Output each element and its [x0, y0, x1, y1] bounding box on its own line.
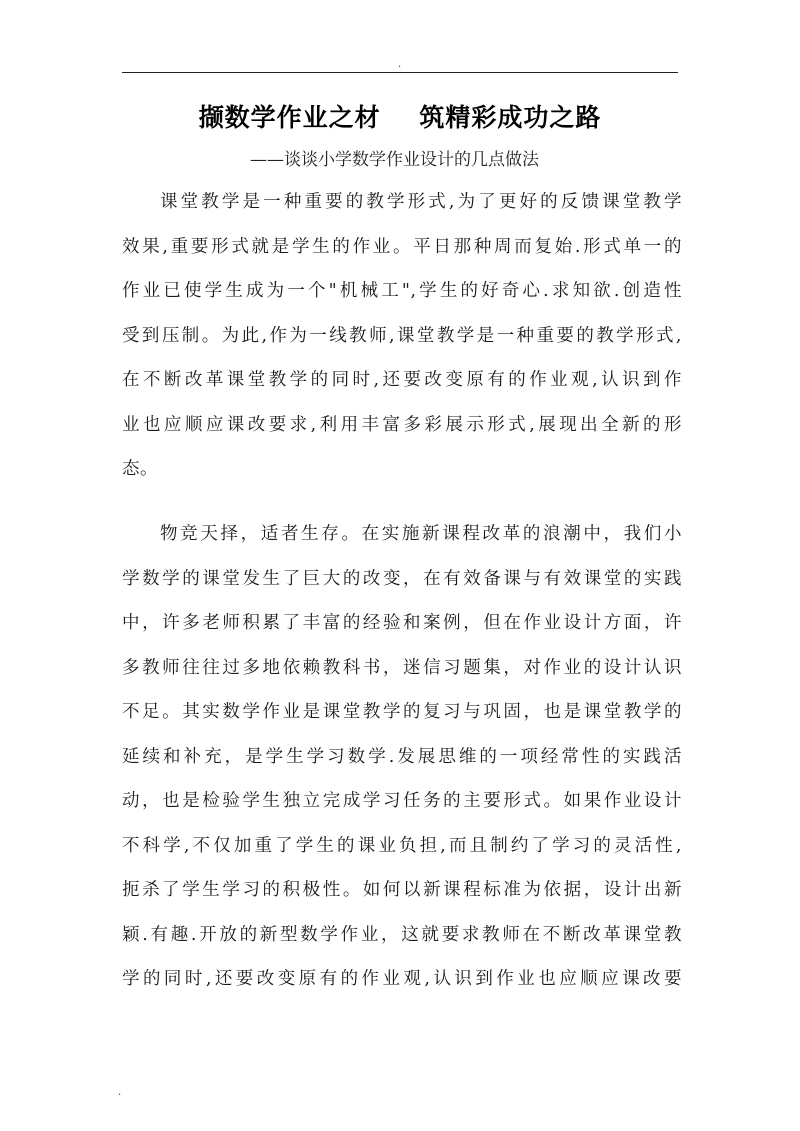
- paragraph-line: 不足。其实数学作业是课堂教学的复习与巩固，也是课堂教学的: [122, 702, 682, 722]
- paragraph-line: 课堂教学是一种重要的教学形式,为了更好的反馈课堂教学: [160, 192, 682, 212]
- paragraph-1: [122, 180, 682, 492]
- paragraph-line: 业也应顺应课改要求,利用丰富多彩展示形式,展现出全新的形: [122, 414, 682, 435]
- paragraph-line: 效果,重要形式就是学生的作业。平日那种周而复始.形式单一的: [122, 236, 682, 257]
- paragraph-line: 不科学,不仅加重了学生的课业负担,而且制约了学习的灵活性,: [122, 835, 682, 856]
- paragraph-2: [122, 512, 682, 1002]
- header-rule: [122, 72, 678, 73]
- paragraph-line: 动，也是检验学生独立完成学习任务的主要形式。如果作业设计: [122, 791, 682, 811]
- paragraph-line: 学数学的课堂发生了巨大的改变，在有效备课与有效课堂的实践: [122, 568, 682, 589]
- paragraph-line: 扼杀了学生学习的积极性。如何以新课程标准为依据，设计出新: [122, 880, 682, 900]
- header-dot-mark: .: [398, 59, 402, 70]
- footer-dot-mark: .: [118, 1087, 122, 1098]
- document-subtitle: ——谈谈小学数学作业设计的几点做法: [250, 150, 539, 170]
- paragraph-line: 延续和补充，是学生学习数学.发展思维的一项经常性的实践活: [122, 746, 682, 767]
- paragraph-line: 学的同时,还要改变原有的作业观,认识到作业也应顺应课改要: [122, 969, 682, 989]
- paragraph-line: 在不断改革课堂教学的同时,还要改变原有的作业观,认识到作: [122, 370, 682, 390]
- paragraph-line: 物竞天择，适者生存。在实施新课程改革的浪潮中，我们小: [160, 524, 682, 544]
- paragraph-line: 态。: [122, 459, 158, 479]
- paragraph-line: 中，许多老师积累了丰富的经验和案例，但在作业设计方面，许: [122, 613, 682, 633]
- paragraph-line: 多教师往往过多地依赖教科书，迷信习题集，对作业的设计认识: [122, 657, 682, 678]
- paragraph-line: 作业已使学生成为一个"机械工",学生的好奇心.求知欲.创造性: [122, 281, 682, 301]
- paragraph-line: 受到压制。为此,作为一线教师,课堂教学是一种重要的教学形式,: [122, 325, 682, 346]
- paragraph-line: 颖.有趣.开放的新型数学作业，这就要求教师在不断改革课堂教: [122, 924, 682, 945]
- document-title: 撷数学作业之材 筑精彩成功之路: [198, 103, 602, 132]
